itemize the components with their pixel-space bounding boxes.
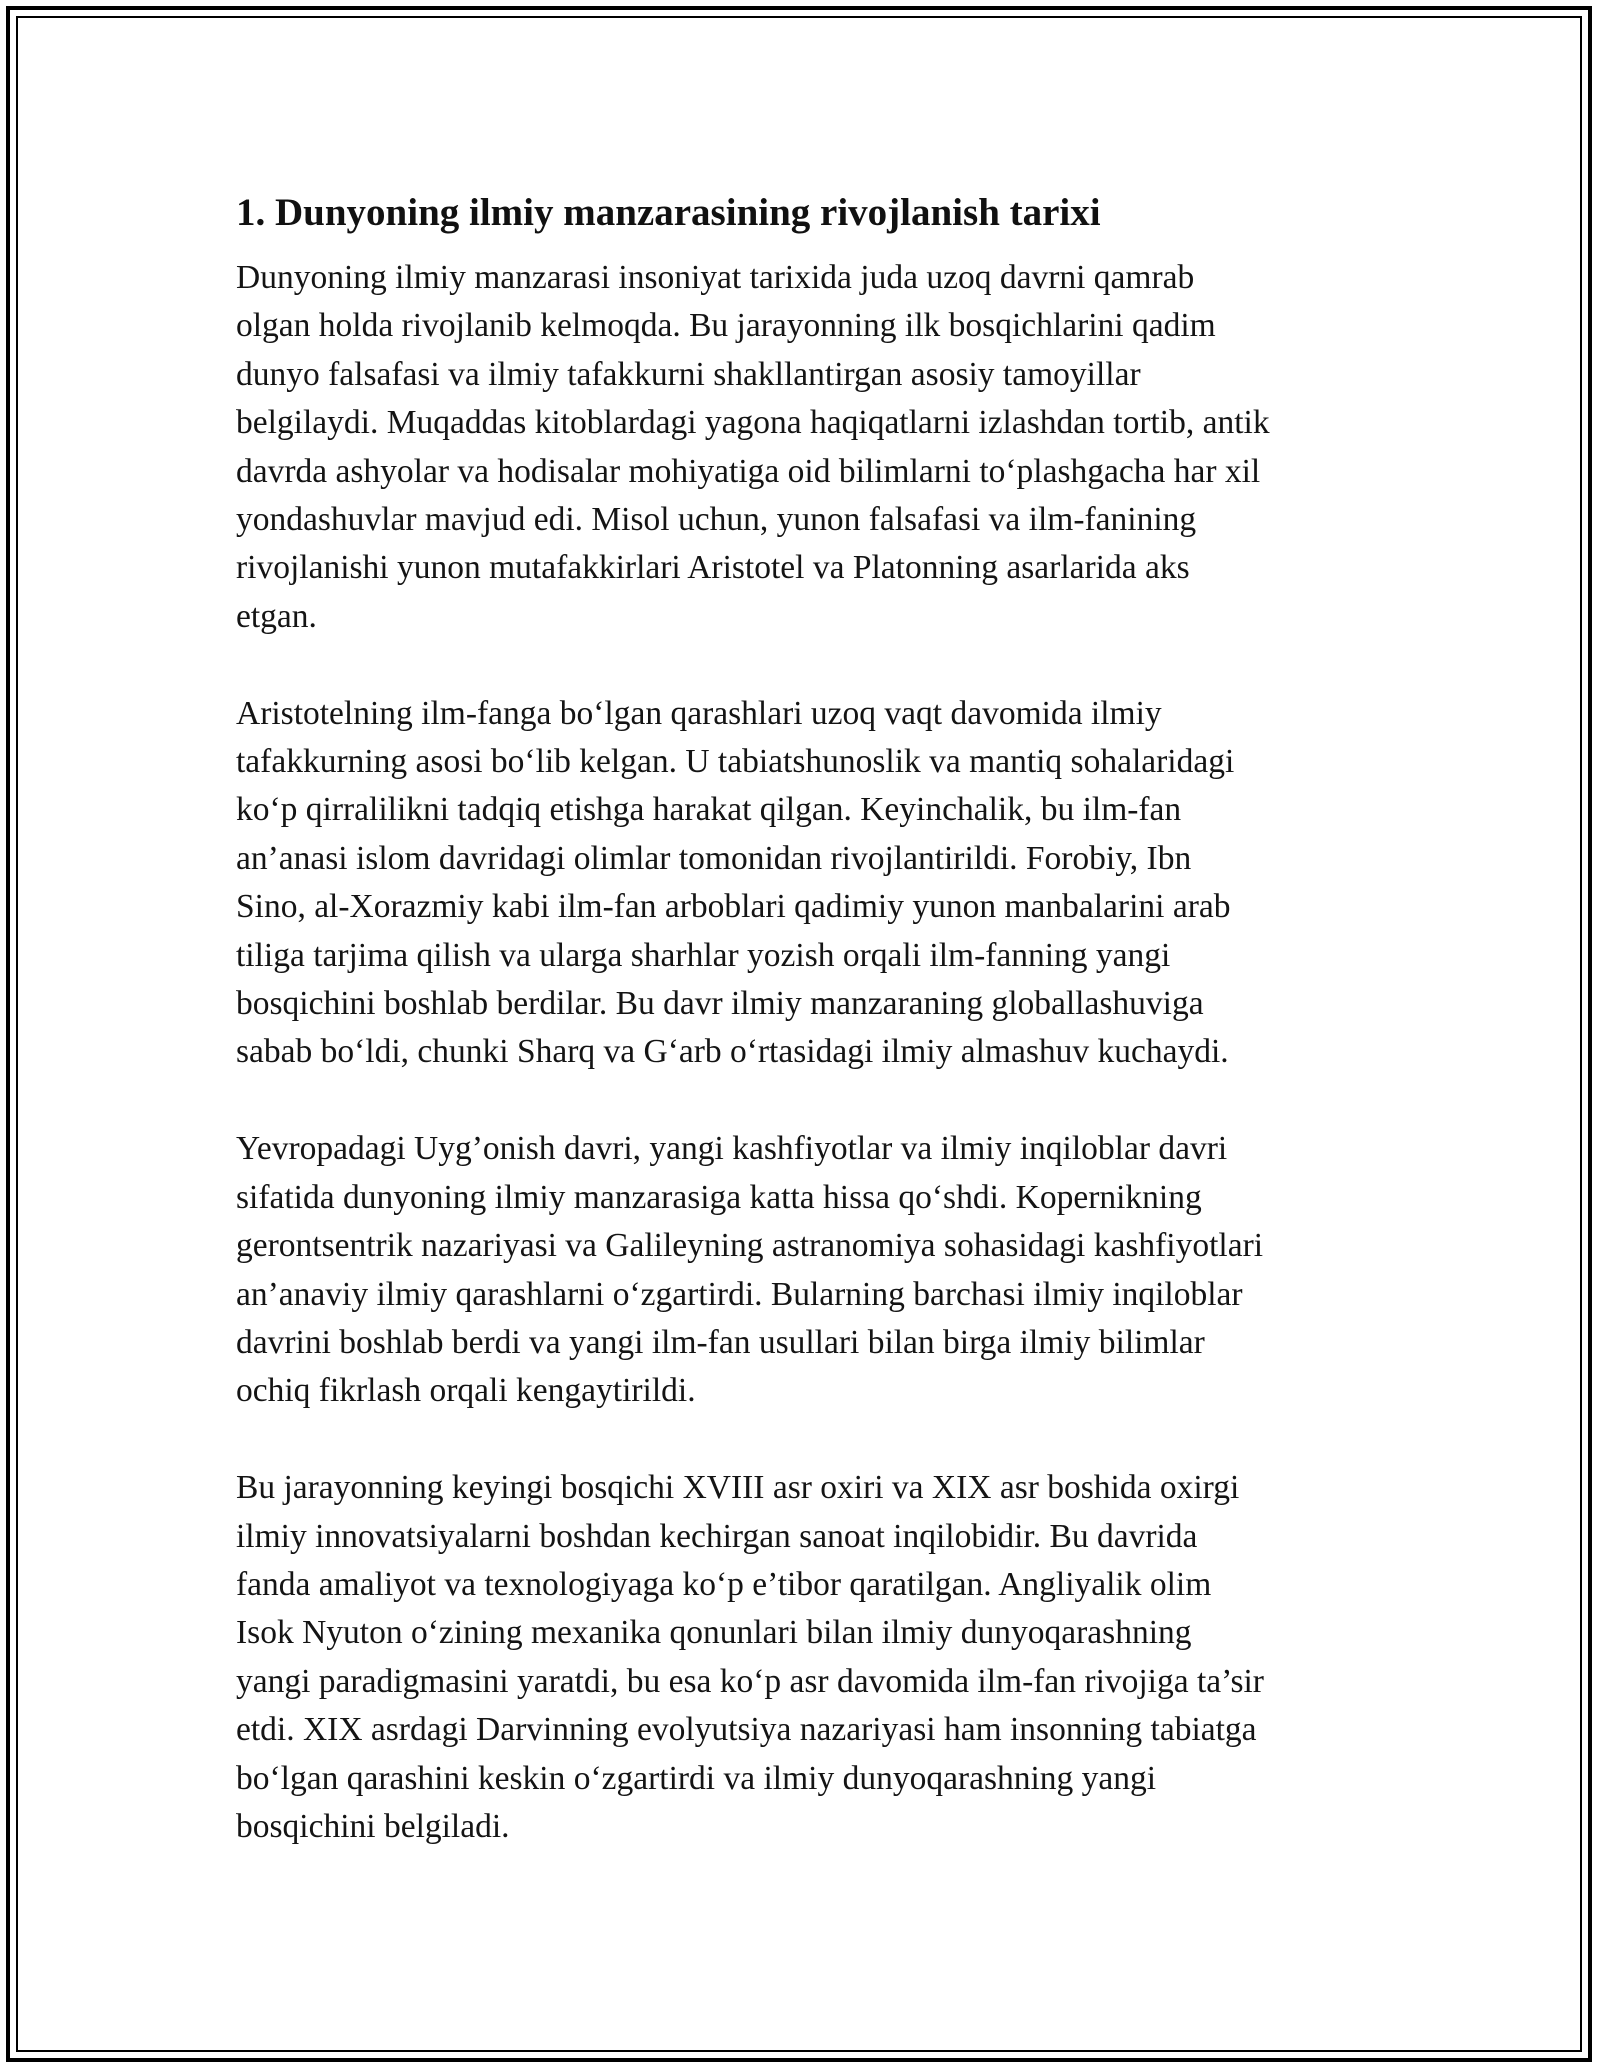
text-line: ilmiy innovatsiyalarni boshdan kechirgan sanoat inqilobidir. Bu davrida [236,1517,1198,1555]
paragraph [236,254,1376,641]
text-line: an’anasi islom davridagi olimlar tomonidan rivojlantirildi. Forobiy, Ibn [236,839,1192,877]
text-line: an’anaviy ilmiy qarashlarni o‘zgartirdi. Bularning barchasi ilmiy inqiloblar [236,1275,1243,1313]
text-line: tiliga tarjima qilish va ularga sharhlar yozish orqali ilm-fanning yangi [236,936,1171,974]
text-line: Sino, al-Xorazmiy kabi ilm-fan arboblari qadimiy yunon manbalarini arab [236,888,1231,926]
text-line: davrini boshlab berdi va yangi ilm-fan usullari bilan birga ilmiy bilimlar [236,1323,1205,1361]
text-line: Yevropadagi Uyg’onish davri, yangi kashfiyotlar va ilmiy inqiloblar davri [236,1130,1228,1168]
text-line: dunyo falsafasi va ilmiy tafakkurni shakllantirgan asosiy tamoyillar [236,355,1141,393]
text-line: fanda amaliyot va texnologiyaga ko‘p e’tibor qaratilgan. Angliyalik olim [236,1565,1212,1603]
text-line: rivojlanishi yunon mutafakkirlari Aristotel va Platonning asarlarida aks [236,549,1190,587]
text-line: belgilaydi. Muqaddas kitoblardagi yagona haqiqatlarni izlashdan tortib, antik [236,404,1270,442]
text-line: Dunyoning ilmiy manzarasi insoniyat tarixida juda uzoq davrni qamrab [236,259,1195,296]
text-line: yangi paradigmasini yaratdi, bu esa ko‘p asr davomida ilm-fan rivojiga ta’sir [236,1662,1264,1700]
paragraph [236,1125,1376,1415]
text-line: etgan. [236,597,317,635]
text-line: ochiq fikrlash orqali kengaytirildi. [236,1372,696,1410]
text-line: Bu jarayonning keyingi bosqichi XVIII asr oxiri va XIX asr boshida oxirgi [236,1469,1240,1507]
text-line: etdi. XIX asrdagi Darvinning evolyutsiya nazariyasi ham insonning tabiatga [236,1711,1257,1749]
paragraph [236,1464,1376,1851]
text-line: tafakkurning asosi bo‘lib kelgan. U tabiatshunoslik va mantiq sohalaridagi [236,743,1235,781]
text-line: bosqichini belgiladi. [236,1807,510,1845]
text-line: yondashuvlar mavjud edi. Misol uchun, yunon falsafasi va ilm-fanining [236,501,1197,539]
text-line: bosqichini boshlab berdilar. Bu davr ilmiy manzaraning globallashuviga [236,985,1204,1023]
document-body [236,186,1376,1900]
text-line: bo‘lgan qarashini keskin o‘zgartirdi va ilmiy dunyoqarashning yangi [236,1759,1157,1797]
text-line: davrda ashyolar va hodisalar mohiyatiga oid bilimlarni to‘plashgacha har xil [236,452,1261,490]
text-line: sifatida dunyoning ilmiy manzarasiga katta hissa qo‘shdi. Kopernikning [236,1178,1202,1216]
paragraph [236,690,1376,1077]
text-line: ko‘p qirralilikni tadqiq etishga harakat qilgan. Keyinchalik, bu ilm-fan [236,791,1182,829]
text-line: Aristotelning ilm-fanga bo‘lgan qarashlari uzoq vaqt davomida ilmiy [236,694,1162,732]
text-line: Isok Nyuton o‘zining mexanika qonunlari bilan ilmiy dunyoqarashning [236,1614,1192,1652]
section-heading: 1. Dunyoning ilmiy manzarasining rivojlanish tarixi [236,191,1101,234]
text-line: gerontsentrik nazariyasi va Galileyning astranomiya sohasidagi kashfiyotlari [236,1227,1264,1265]
text-line: olgan holda rivojlanib kelmoqda. Bu jarayonning ilk bosqichlarini qadim [236,307,1216,345]
text-line: sabab bo‘ldi, chunki Sharq va G‘arb o‘rtasidagi ilmiy almashuv kuchaydi. [236,1033,1229,1071]
